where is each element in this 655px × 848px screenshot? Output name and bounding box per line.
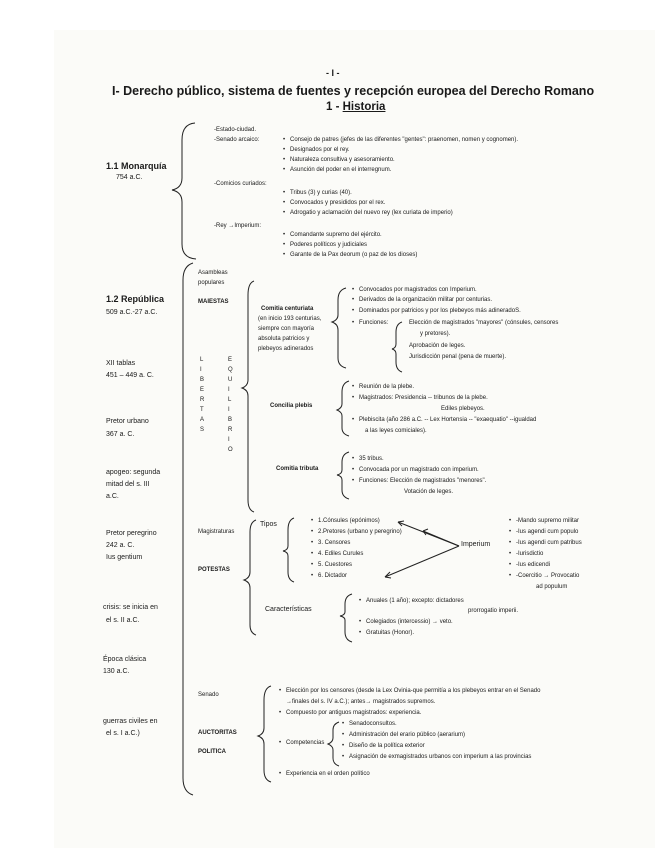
imperium-arrow-3 [385,546,459,577]
libertas-letter: B [200,377,205,383]
libertas-letter: R [200,397,205,403]
timeline-date: el s. I a.C.) [106,730,140,737]
list-item: • Adrogatio y aclamación del nuevo rey (lex curiata de imperio) [290,210,453,217]
list-item: • Funciones: [359,320,388,327]
plebis-title: Concilia plebis [270,403,313,409]
plebis-detail: Ediles plebeyos. [441,406,485,412]
list-item: • Experiencia en el orden político [286,771,370,778]
timeline-date: el s. II a.C. [106,617,140,624]
list-item: • Magistrados: Presidencia -- tribunos de la plebe. [359,395,488,402]
timeline-extra: Ius gentium [106,554,143,561]
imperium-label: Imperium [461,541,491,548]
timeline-title: XII tablas [106,360,136,367]
equilibrio-letter: I [228,387,230,393]
libertas-letter: L [200,357,204,363]
libertas-letter: A [200,417,205,423]
list-item: • Derivados de la organización militar por centurias. [359,297,492,304]
centuriata-title: Comitia centuriata [261,306,314,312]
libertas-letter: T [200,407,204,413]
equilibrio-letter: B [228,417,233,423]
caracteristicas-brace [340,594,352,642]
tributa-title: Comitia tributa [276,466,319,472]
list-item: • 4. Ediles Curules [318,551,363,558]
list-item: • Gratuitas (Honor). [366,630,414,637]
auctoritas-label: AUCTORITAS [198,730,237,736]
funcion-item: y pretores). [420,331,451,337]
competencias-label: • Competencias [286,740,324,747]
senado-label: Senado [198,692,219,698]
list-item: • Asignación de exmagistrados urbanos con imperium a las provincias [349,754,531,761]
list-item: • Convocada por un magistrado con imperium. [359,467,479,474]
list-item: • Consejo de patres (jefes de las diferentes "gentes": praenomen, nomen y cognomen). [290,137,518,144]
timeline-title: guerras civiles en [103,718,158,725]
section-heading [326,101,385,114]
tributa-brace [337,452,349,499]
list-item: • Convocados y presididos por el rex. [290,200,385,207]
tributa-detail: Votación de leges. [404,489,454,495]
republica-title: 1.2 República [106,294,165,304]
plebis-brace [337,381,349,436]
imperium-detail: ad populum [536,584,568,590]
list-item: • 3. Censores [318,540,350,547]
timeline-title: Época clásica [103,656,147,663]
senado-brace [258,686,271,782]
imperium-arrow-2 [423,531,459,546]
list-item: • -Ius agendi cum patribus [516,540,582,547]
list-item: • Reunión de la plebe. [359,384,414,391]
libertas-letter: S [200,427,205,433]
list-item: • Tribus (3) y curias (40). [290,190,352,197]
list-item: • Designados por el rey. [290,147,350,154]
asambleas-label: populares [198,280,225,286]
section-number: 1 - [326,101,343,113]
caracteristicas-label: Características [265,606,312,613]
list-item: • Dominados por patricios y por los plebeyos más adineradoS. [359,308,521,315]
timeline-extra: a.C. [106,493,119,500]
list-item: • Comandante supremo del ejército. [290,232,382,239]
republica-brace [183,263,193,795]
funcion-item: Aprobación de leges. [409,343,466,349]
centuriata-brace [332,288,346,368]
section-title: Historia [342,101,386,113]
libertas-letter: E [200,387,205,393]
maiestas-label: MAIESTAS [198,299,229,305]
list-item: • Elección por los censores (desde la Lex Ovinia-que permitía a los plebeyos entrar en el Senado [286,688,540,695]
equilibrio-letter: L [228,397,232,403]
asambleas-brace [242,281,254,512]
tipos-brace [283,518,294,582]
list-item: • Garante de la Pax deorum (o paz de los dioses) [290,252,417,259]
list-item: • Poderes políticos y judiciales [290,242,367,249]
funcion-item: Jurisdicción penal (pena de muerte). [409,354,507,360]
list-item: • -Iurisdictio [516,551,543,558]
timeline-date: 242 a. C. [106,542,135,549]
timeline-date: 451 – 449 a. C. [106,372,154,379]
list-item: • -Ius edicendi [516,562,550,569]
equilibrio-letter: O [228,447,233,453]
libertas-letter: I [200,367,202,373]
equilibrio-letter: I [228,407,230,413]
rey-imperium-label: -Rey →Imperium: [214,223,262,229]
list-item: • 1.Cónsules (epónimos) [318,518,380,525]
magistraturas-brace [244,520,256,635]
page-number: - I - [326,68,340,78]
politica-label: POLITICA [198,749,226,755]
funcion-item: Elección de magistrados "mayores" (cónsules, censores [409,320,559,326]
timeline-title: crisis: se inicia en [103,604,158,611]
timeline-title: Pretor peregrino [106,530,157,537]
monarquia-title: 1.1 Monarquía [106,161,167,171]
equilibrio-letter: E [228,357,233,363]
list-item: • Senadoconsultos. [349,721,397,728]
monarquia-date: 754 a.C. [116,174,143,181]
list-item: • 2.Pretores (urbano y peregrino) [318,529,402,536]
list-item: • Compuesto por antiguos magistrados: experiencia. [286,710,421,717]
timeline-title: apogeo: segunda [106,469,161,476]
list-item: • Diseño de la política exterior [349,743,425,750]
centuriata-note: siempre con mayoría [258,326,315,332]
timeline-date: 130 a.C. [103,668,130,675]
list-item: • Administración del erario público (aerarium) [349,732,465,739]
asambleas-label: Asambleas [198,270,228,276]
timeline-date: 367 a. C. [106,431,135,438]
list-item: • 5. Cuestores [318,562,352,569]
magistraturas-label: Magistraturas [198,529,235,535]
centuriata-note: plebeyos adinerados [258,346,314,352]
monarquia-brace [172,123,196,259]
competencias-brace [328,722,339,766]
list-item: • 35 tribus. [359,456,384,463]
potestas-label: POTESTAS [198,567,230,573]
equilibrio-letter: Q [228,367,233,373]
list-item: • -Ius agendi cum populo [516,529,578,536]
senado-arcaico-label: -Senado arcaico: [214,137,260,143]
page-title: I- Derecho público, sistema de fuentes y recepción europea del Derecho Romano [112,84,595,98]
list-item: • Funciones: Elección de magistrados "menores". [359,478,486,485]
equilibrio-letter: R [228,427,233,433]
caracteristicas-detail: prorrogatio imperii. [468,608,519,614]
list-item: • 6. Dictador [318,573,347,580]
plebis-detail: a las leyes comiciales). [365,428,427,434]
list-item: • Plebiscita (año 286 a.C. -- Lex Hortensia -- "exaequatio" --igualdad [359,417,536,424]
tipos-label: Tipos [260,521,277,528]
list-item: • Anuales (1 año); excepto: dictadores [366,598,464,605]
list-item: • Colegiados (intercessio) → veto. [366,619,453,626]
equilibrio-letter: U [228,377,233,383]
comicios-label: -Comicios curiados: [214,181,267,187]
list-item: • Convocados por magistrados con Imperium. [359,287,477,294]
estado-ciudad: -Estado-ciudad. [214,127,257,133]
centuriata-note: absoluta patricios y [258,336,310,342]
centuriata-note: (en inicio 193 centurias, [258,316,322,322]
list-item: • -Coercitio → Provocatio [516,573,579,580]
list-item: • Naturaleza consultiva y asesoramiento. [290,157,395,164]
timeline-title: Pretor urbano [106,418,149,425]
funciones-brace [392,322,402,372]
list-item: • -Mando supremo militar [516,518,579,525]
equilibrio-letter: I [228,437,230,443]
timeline-date: mitad del s. III [106,481,150,488]
list-item: • Asunción del poder en el interregnum. [290,167,391,174]
senado-detail: →finales del s. IV a.C.); antes→ magistrados supremos. [286,699,436,705]
timeline-date: 509 a.C.-27 a.C. [106,309,158,316]
